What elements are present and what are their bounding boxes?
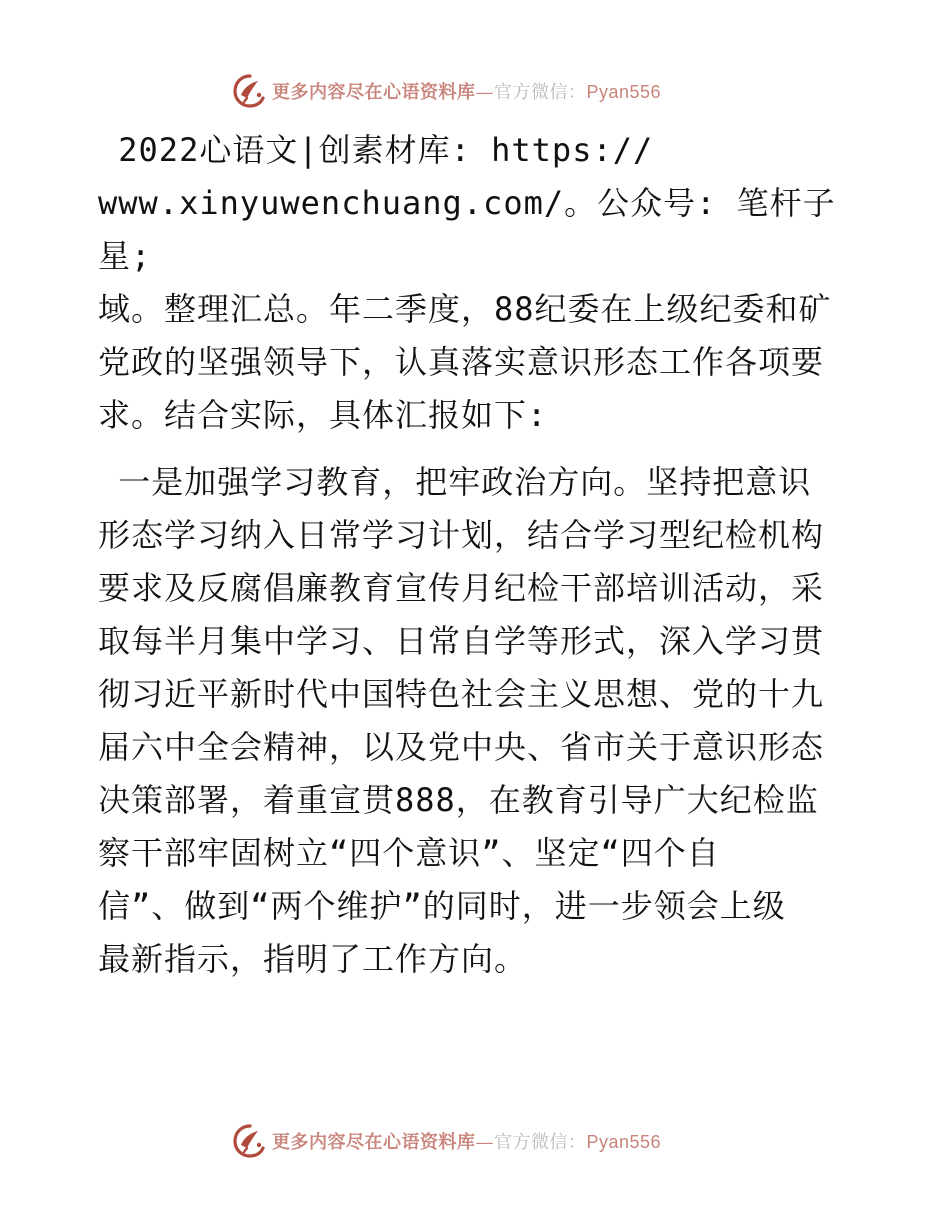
footer-watermark-banner: [232, 1121, 712, 1161]
banner-wechat-label: 官方微信：: [494, 1132, 587, 1153]
banner-site-text: 更多内容尽在心语资料库: [272, 1132, 476, 1153]
paragraph-point-one: 一是加强学习教育，把牢政治方向。坚持把意识 形态学习纳入日常学习计划，结合学习型纪检机构 要求及反腐倡廉教育宣传月纪检干部培训活动，采 取每半月集中学习、日常自学等形式，深入学习贯 彻习近平新时代中国特色社会主义思想、党的十九 届六中全会精神，以及党中央、省市关于意识形态 决策部署，着重宣贯888，在教育引导广大纪检监 察干部牢固树立“四个意识”、坚定“四个自 信”、做到“两个维护”的同时，进一步领会上级 最新指示，指明了工作方向。: [98, 463, 825, 978]
banner-wechat-handle: Pyan556: [586, 1132, 662, 1152]
brush-pen-logo-icon: [232, 73, 268, 109]
header-watermark-banner: [232, 71, 712, 111]
document-body: [98, 124, 858, 986]
banner-site-text: 更多内容尽在心语资料库: [272, 82, 476, 103]
paragraph-intro: 2022心语文|创素材库: https:// www.xinyuwenchuang.com/。公众号: 笔杆子星; 域。整理汇总。年二季度，88纪委在上级纪委和矿 党政的坚强领导下，认真落实意识形态工作各项要 求。结合实际，具体汇报如下:: [98, 131, 836, 434]
banner-separator: —: [475, 82, 494, 103]
banner-text: [272, 1128, 661, 1154]
banner-text: [272, 78, 661, 104]
brush-pen-logo-icon: [232, 1123, 268, 1159]
banner-wechat-handle: Pyan556: [586, 82, 662, 102]
banner-wechat-label: 官方微信：: [494, 82, 587, 103]
banner-separator: —: [475, 1132, 494, 1153]
